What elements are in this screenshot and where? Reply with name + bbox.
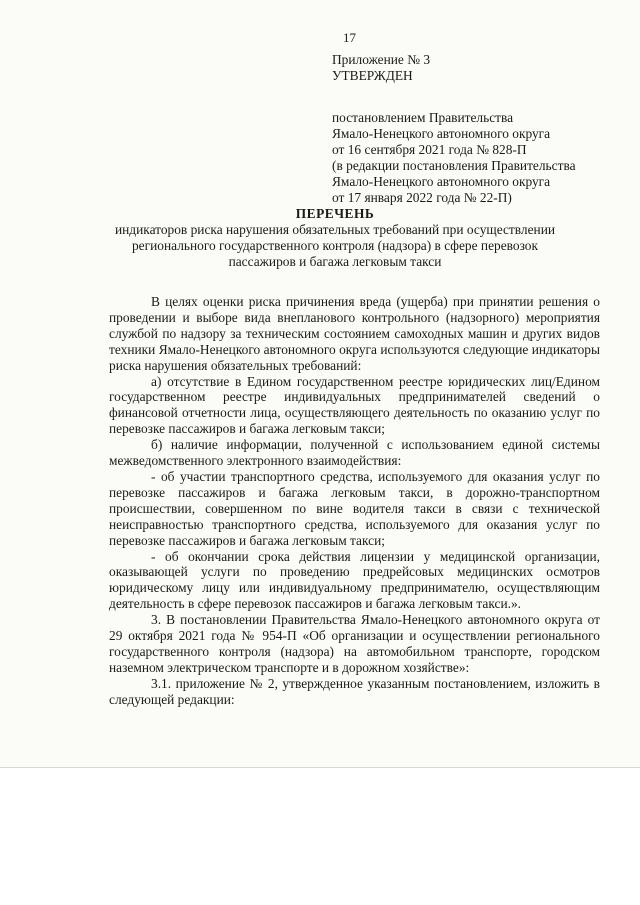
list-heading: ПЕРЕЧЕНЬ: [295, 206, 375, 221]
approval-line: от 16 сентября 2021 года № 828-П: [332, 142, 527, 157]
list-subtitle-line: пассажиров и багажа легковым такси: [228, 254, 442, 269]
approval-block: [332, 52, 576, 206]
approval-line: (в редакции постановления Правительства: [332, 158, 576, 173]
page-number: 17: [343, 30, 356, 45]
approval-line: Ямало-Ненецкого автономного округа: [332, 174, 551, 189]
list-subtitle-line: индикаторов риска нарушения обязательных требований при осуществлении: [114, 222, 556, 237]
appendix-label: Приложение № 3: [332, 52, 431, 67]
document-body: [109, 294, 600, 708]
paragraph-bullet-license: - об окончании срока действия лицензии у медицинской организации, оказывающей услуги по проведению предрейсовых медицинских осмотров юридическому лицу или индивидуальному предпринимателю, осуществляющим деятельность в сфере перевозок пассажиров и багажа легковым такси.».: [109, 548, 600, 612]
paragraph-item-a: а) отсутствие в Едином государственном реестре юридических лиц/Едином государственном реестре индивидуальных предпринимателей сведений о финансовой отчетности лица, осуществляющего деятельность по оказанию услуг по перевозке пассажиров и багажа легковым такси;: [109, 373, 600, 437]
approval-line: от 17 января 2022 года № 22-П): [332, 190, 512, 205]
list-title: [100, 206, 570, 270]
approval-line: постановлением Правительства: [332, 110, 514, 125]
approval-line: Ямало-Ненецкого автономного округа: [332, 126, 551, 141]
paragraph-intro: В целях оценки риска причинения вреда (ущерба) при принятии решения о проведении и выборе вида внепланового контрольного (надзорного) мероприятия службой по надзору за техническим состоянием самоходных машин и других видов техники Ямало-Ненецкого автономного округа используются следующие индикаторы риска нарушения обязательных требований:: [109, 294, 600, 373]
paragraph-item-b: б) наличие информации, полученной с использованием единой системы межведомственного электронного взаимодействия:: [109, 437, 600, 469]
paragraph-section-3: 3. В постановлении Правительства Ямало-Ненецкого автономного округа от 29 октября 2021 года № 954-П «Об организации и осуществлении регионального государственного контроля (надзора) на автомобильном транспорте, городском наземном электрическом транспорте и в дорожном хозяйстве»:: [109, 612, 600, 675]
list-subtitle-line: регионального государственного контроля (надзора) в сфере перевозок: [131, 238, 538, 253]
approved-label: УТВЕРЖДЕН: [332, 68, 413, 83]
paragraph-bullet-accident: - об участии транспортного средства, используемого для оказания услуг по перевозке пассажиров и багажа легковым такси, в дорожно-транспортном происшествии, совершенном по вине водителя такси в связи с технической неисправностью транспортного средства, используемого для оказания услуг по перевозке пассажиров и багажа легковым такси;: [109, 468, 600, 548]
paragraph-section-3-1: 3.1. приложение № 2, утвержденное указанным постановлением, изложить в следующей редакции:: [109, 675, 600, 707]
